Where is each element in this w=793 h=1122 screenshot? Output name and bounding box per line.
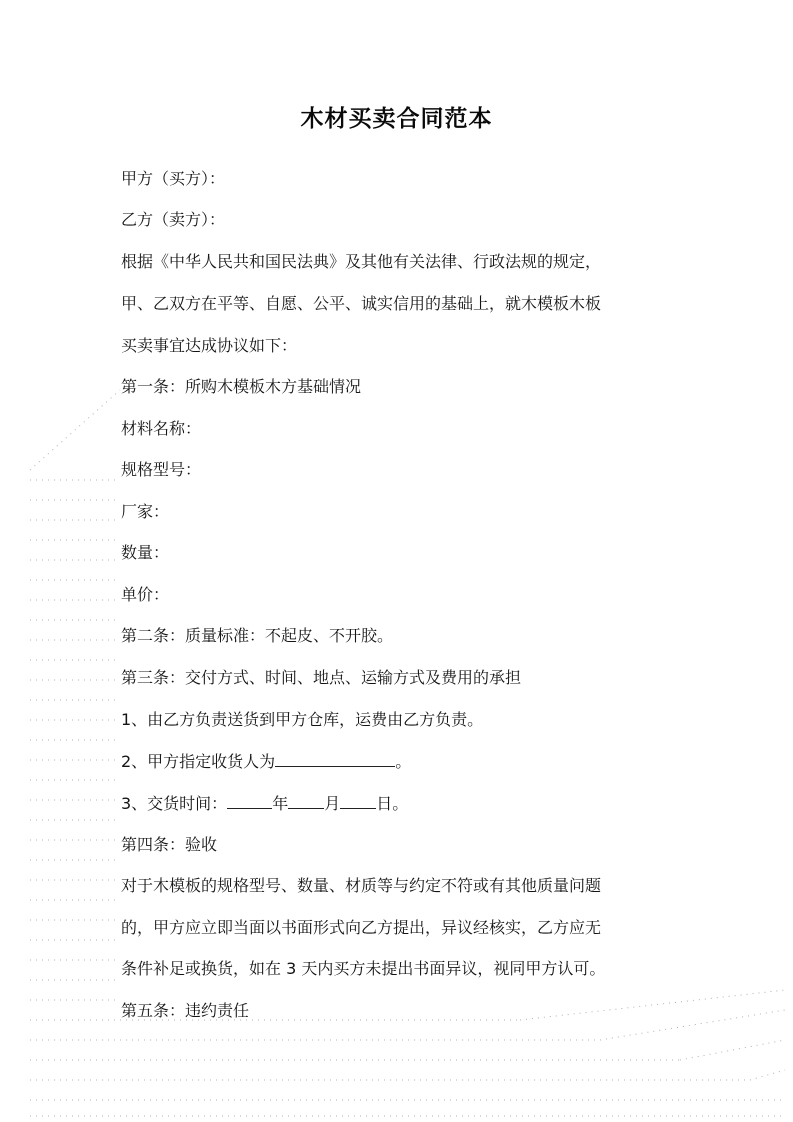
article4-body-line-1: 对于木模板的规格型号、数量、材质等与约定不符或有其他质量问题 xyxy=(121,876,602,895)
month-blank xyxy=(288,792,324,809)
year-label: 年 xyxy=(272,794,289,813)
field-unit-price: 单价： xyxy=(121,585,170,604)
article3-heading: 第三条：交付方式、时间、地点、运输方式及费用的承担 xyxy=(121,668,522,687)
article1-heading: 第一条：所购木模板木方基础情况 xyxy=(121,377,362,396)
document-title: 木材买卖合同范本 xyxy=(300,106,493,132)
item2-prefix: 2、甲方指定收货人为 xyxy=(121,752,276,771)
party-b-line: 乙方（卖方）： xyxy=(121,210,226,229)
article3-item-1: 1、由乙方负责送货到甲方仓库，运费由乙方负责。 xyxy=(121,710,484,729)
article4-body-line-2: 的，甲方应立即当面以书面形式向乙方提出，异议经核实，乙方应无 xyxy=(121,918,602,937)
field-spec-model: 规格型号： xyxy=(121,460,202,479)
field-material-name: 材料名称： xyxy=(121,419,202,438)
day-blank xyxy=(340,792,376,809)
year-blank xyxy=(227,792,272,809)
preamble-line-3: 买卖事宜达成协议如下： xyxy=(121,336,298,355)
party-a-line: 甲方（买方）： xyxy=(121,169,226,188)
article5-heading: 第五条：违约责任 xyxy=(121,1001,250,1020)
month-label: 月 xyxy=(324,794,341,813)
day-label: 日。 xyxy=(376,794,409,813)
preamble-line-2: 甲、乙双方在平等、自愿、公平、诚实信用的基础上，就木模板木板 xyxy=(121,294,602,313)
article3-item-3 xyxy=(121,792,408,815)
field-manufacturer: 厂家： xyxy=(121,502,170,521)
article3-item-2 xyxy=(121,750,411,773)
article2-quality-standard: 第二条：质量标准：不起皮、不开胶。 xyxy=(121,626,394,645)
preamble-line-1: 根据《中华人民共和国民法典》及其他有关法律、行政法规的规定， xyxy=(121,252,602,271)
article4-body-line-3: 条件补足或换货，如在 3 天内买方未提出书面异议，视同甲方认可。 xyxy=(121,959,606,978)
item3-prefix: 3、交货时间： xyxy=(121,794,228,813)
item2-suffix: 。 xyxy=(395,752,412,771)
article4-heading: 第四条：验收 xyxy=(121,835,218,854)
receiver-blank xyxy=(275,750,395,767)
field-quantity: 数量： xyxy=(121,543,170,562)
